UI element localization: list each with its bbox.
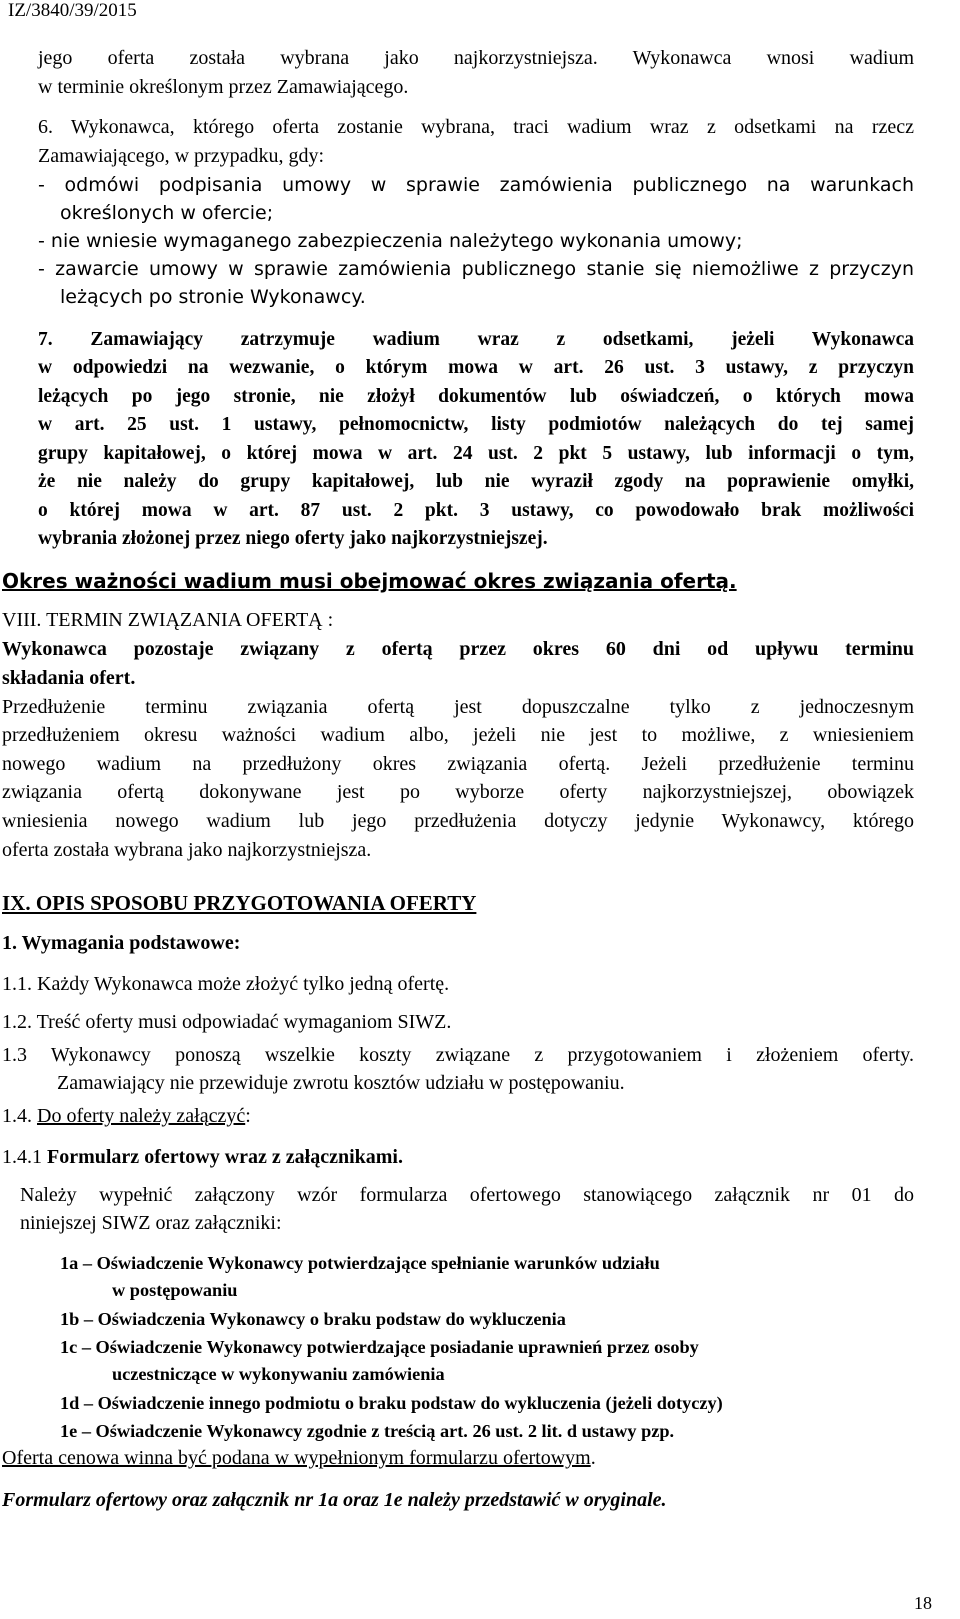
list-item: leżących po stronie Wykonawcy.	[60, 286, 366, 308]
list-item: Zamawiający nie przewiduje zwrotu kosztów udziału w postępowaniu.	[57, 1072, 625, 1094]
attachment-item: 1a – Oświadczenie Wykonawcy potwierdzające spełnianie warunków udziału	[60, 1253, 660, 1273]
paragraph-line: przedłużeniem okresu ważności wadium albo, jeżeli nie jest to możliwe, z wniesieniem	[2, 724, 914, 746]
list-item: - odmówi podpisania umowy w sprawie zamówienia publicznego na warunkach	[38, 174, 914, 196]
paragraph-line: wybrania złożonej przez niego oferty jako najkorzystniejszej.	[38, 528, 548, 549]
list-item: 1.1. Każdy Wykonawca może złożyć tylko jedną ofertę.	[2, 973, 450, 995]
attachment-item: w postępowaniu	[112, 1280, 238, 1300]
paragraph-line: związania ofertą dokonywane jest po wyborze oferty najkorzystniejszej, obowiązek	[2, 781, 914, 803]
list-item: 1.3 Wykonawcy ponoszą wszelkie koszty związane z przygotowaniem i złożeniem oferty.	[2, 1044, 914, 1066]
paragraph-line: nowego wadium na przedłużony okres związania ofertą. Jeżeli przedłużenie terminu	[2, 753, 914, 775]
paragraph-line: Należy wypełnić załączony wzór formularza ofertowego stanowiącego załącznik nr 01 do	[20, 1184, 914, 1206]
list-item	[2, 1143, 403, 1172]
item-colon: :	[245, 1105, 251, 1127]
attachment-item: 1c – Oświadczenie Wykonawcy potwierdzające posiadanie uprawnień przez osoby	[60, 1337, 699, 1357]
document-reference: IZ/3840/39/2015	[8, 0, 137, 21]
paragraph-line: wniesienia nowego wadium lub jego przedłużenia dotyczy jedynie Wykonawcy, którego	[2, 810, 914, 832]
item-text: Do oferty należy załączyć	[37, 1105, 246, 1127]
paragraph-line: w art. 25 ust. 1 ustawy, pełnomocnictw, listy podmiotów należących do tej samej	[38, 414, 914, 435]
page-number: 18	[914, 1593, 932, 1613]
paragraph-line: 6. Wykonawca, którego oferta zostanie wybrana, traci wadium wraz z odsetkami na rzecz	[38, 116, 914, 138]
paragraph-line: leżących po jego stronie, nie złożył dokumentów lub oświadczeń, o których mowa	[38, 386, 914, 407]
paragraph-line: oferta została wybrana jako najkorzystniejsza.	[2, 839, 372, 861]
paragraph-line: w terminie określonym przez Zamawiającego.	[38, 76, 409, 98]
list-item: - nie wniesie wymaganego zabezpieczenia należytego wykonania umowy;	[38, 230, 743, 252]
attachment-item: 1d – Oświadczenie innego podmiotu o braku podstaw do wykluczenia (jeżeli dotyczy)	[60, 1393, 723, 1413]
attachment-item: 1b – Oświadczenia Wykonawcy o braku podstaw do wykluczenia	[60, 1309, 566, 1329]
list-item	[2, 1102, 251, 1131]
list-item: 1.2. Treść oferty musi odpowiadać wymaganiom SIWZ.	[2, 1011, 452, 1033]
underlined-text: Oferta cenowa winna być podana w wypełnionym formularzu ofertowym	[2, 1447, 591, 1469]
paragraph-line: Wykonawca pozostaje związany z ofertą przez okres 60 dni od upływu terminu	[2, 638, 914, 660]
section-heading-ix: IX. OPIS SPOSOBU PRZYGOTOWANIA OFERTY	[2, 891, 477, 915]
attachment-item: 1e – Oświadczenie Wykonawcy zgodnie z treścią art. 26 ust. 2 lit. d ustawy pzp.	[60, 1421, 675, 1441]
period: .	[590, 1447, 596, 1469]
paragraph-line: niniejszej SIWZ oraz załączniki:	[20, 1212, 282, 1234]
paragraph-line	[2, 1444, 596, 1473]
paragraph-line: Zamawiającego, w przypadku, gdy:	[38, 145, 325, 167]
paragraph-line: składania ofert.	[2, 667, 136, 689]
item-number: 1.4.	[2, 1105, 32, 1127]
subheading: 1. Wymagania podstawowe:	[2, 932, 241, 954]
paragraph-line: Przedłużenie terminu związania ofertą jest dopuszczalne tylko z jednoczesnym	[2, 696, 914, 718]
paragraph-line: że nie należy do grupy kapitałowej, lub nie wyraził zgody na poprawienie omyłki,	[38, 471, 914, 492]
paragraph-line: w odpowiedzi na wezwanie, o którym mowa w art. 26 ust. 3 ustawy, z przyczyn	[38, 357, 914, 378]
underlined-notice: Okres ważności wadium musi obejmować okres związania ofertą.	[2, 569, 737, 593]
list-item: - zawarcie umowy w sprawie zamówienia publicznego stanie się niemożliwe z przyczyn	[38, 258, 914, 280]
list-item: określonych w ofercie;	[60, 202, 274, 224]
attachment-item: uczestniczące w wykonywaniu zamówienia	[112, 1364, 445, 1384]
paragraph-line: 7. Zamawiający zatrzymuje wadium wraz z odsetkami, jeżeli Wykonawca	[38, 329, 914, 350]
paragraph-line: grupy kapitałowej, o której mowa w art. 24 ust. 2 pkt 5 ustawy, lub informacji o tym,	[38, 443, 914, 464]
closing-note: Formularz ofertowy oraz załącznik nr 1a oraz 1e należy przedstawić w oryginale.	[2, 1489, 667, 1511]
paragraph-line: jego oferta została wybrana jako najkorzystniejsza. Wykonawca wnosi wadium	[38, 47, 914, 69]
item-number: 1.4.1	[2, 1146, 42, 1168]
section-heading-viii: VIII. TERMIN ZWIĄZANIA OFERTĄ :	[2, 609, 334, 631]
paragraph-line: o której mowa w art. 87 ust. 2 pkt. 3 ustawy, co powodowało brak możliwości	[38, 500, 914, 521]
item-text: Formularz ofertowy wraz z załącznikami.	[47, 1146, 403, 1168]
